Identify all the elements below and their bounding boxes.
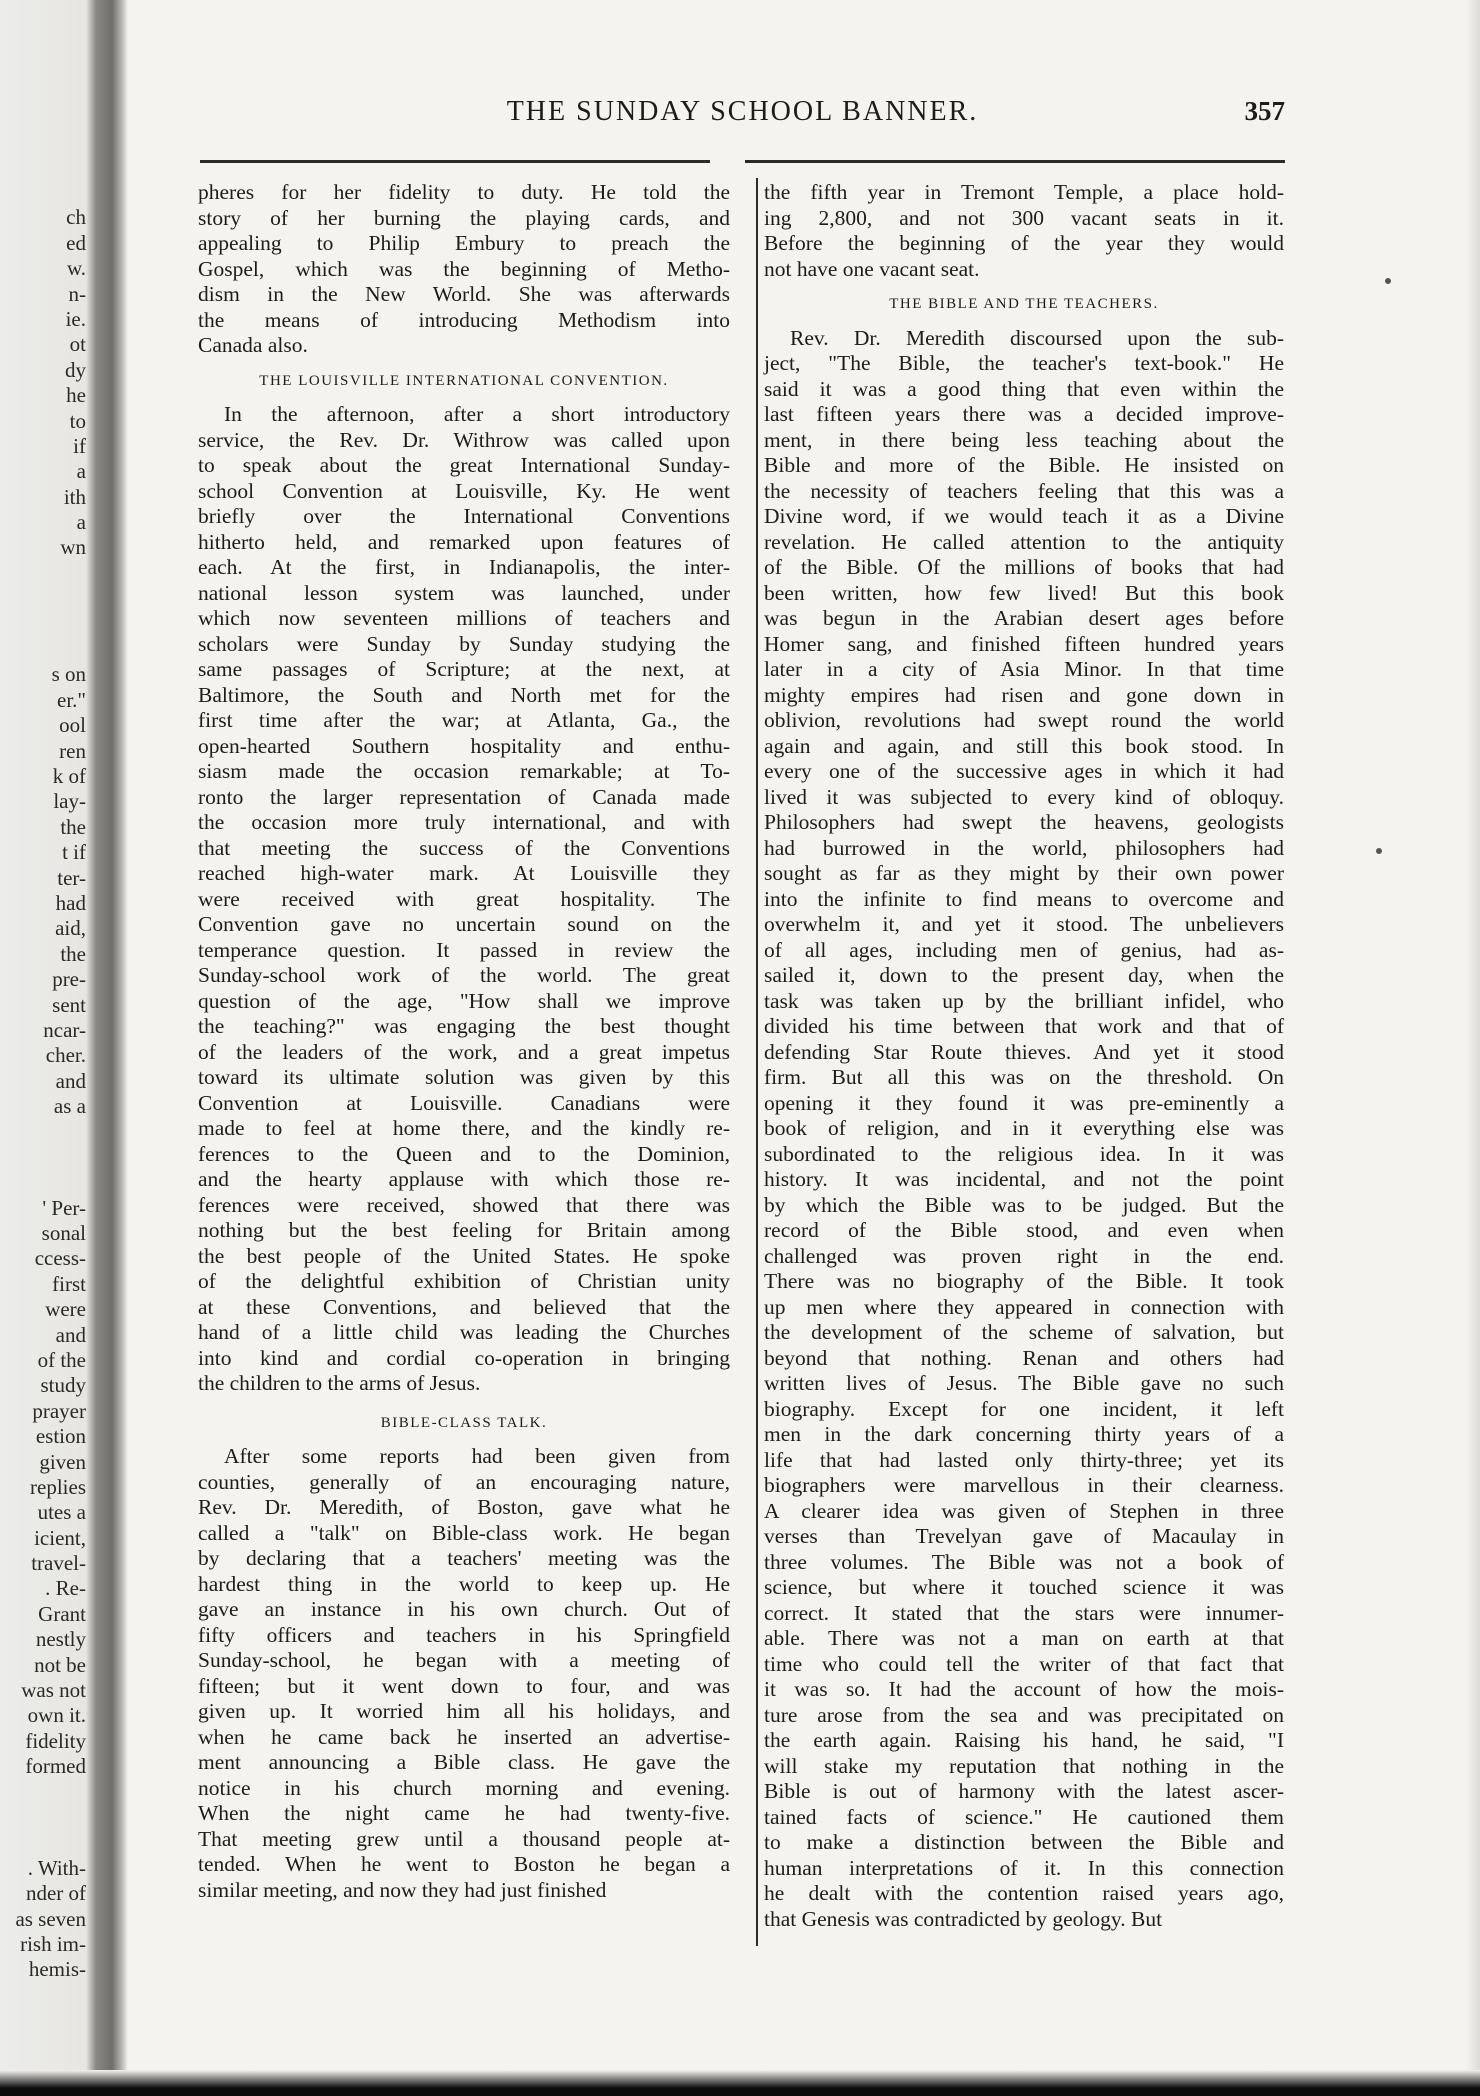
text-line: he dealt with the contention raised years ago, <box>764 1881 1284 1905</box>
text-line: tained facts of science." He cautioned them <box>764 1804 1284 1829</box>
text-line: the fifth year in Tremont Temple, a place hold- <box>764 180 1284 204</box>
text-line: similar meeting, and now they had just finished <box>198 1877 607 1902</box>
adjacent-page-line: . With- <box>27 1855 86 1880</box>
text-line: called a "talk" on Bible-class work. He began <box>198 1520 730 1545</box>
adjacent-page-line: lay- <box>53 789 86 814</box>
adjacent-page-line: own it. <box>27 1703 86 1728</box>
adjacent-page-line: nder of <box>25 1881 86 1906</box>
text-line: each. At the first, in Indianapolis, the inter- <box>198 555 730 579</box>
adjacent-page-line: k of <box>52 763 86 788</box>
adjacent-page-line: prayer <box>32 1398 86 1423</box>
text-line: the teaching?" was engaging the best thought <box>198 1014 730 1038</box>
adjacent-page-line: ' Per- <box>42 1195 86 1220</box>
adjacent-page-line: of the <box>37 1347 86 1372</box>
page-edge-bottom <box>0 2070 1480 2096</box>
adjacent-page-line <box>0 1145 86 1170</box>
adjacent-page-line <box>0 561 86 586</box>
text-line: counties, generally of an encouraging nature, <box>198 1469 730 1494</box>
text-line: history. It was incidental, and not the point <box>764 1167 1284 1191</box>
adjacent-page-line: he <box>66 383 86 408</box>
text-line: defending Star Route thieves. And yet it stood <box>764 1039 1284 1064</box>
text-line: written lives of Jesus. The Bible gave no such <box>764 1371 1284 1395</box>
adjacent-page-line: travel- <box>31 1551 86 1576</box>
text-line: oblivion, revolutions had swept round the world <box>764 708 1284 732</box>
text-line: hardest thing in the world to keep up. He <box>198 1571 730 1596</box>
text-line: fifty officers and teachers in his Springfield <box>198 1622 730 1647</box>
adjacent-page-line: ot <box>69 332 86 357</box>
text-line: of the delightful exhibition of Christian unity <box>198 1269 730 1293</box>
adjacent-page-line: ncar- <box>43 1017 86 1042</box>
adjacent-page-line: rish im- <box>20 1931 86 1956</box>
text-line: sought as far as they might by their own power <box>764 861 1284 885</box>
adjacent-page-line: a <box>76 510 86 535</box>
text-line: biography. Except for one incident, it left <box>764 1396 1284 1421</box>
text-line: the children to the arms of Jesus. <box>198 1371 481 1395</box>
adjacent-page-line: and <box>55 1322 86 1347</box>
text-line: men in the dark concerning thirty years of a <box>764 1422 1284 1446</box>
adjacent-page-line: Grant <box>38 1601 86 1626</box>
text-line: again and again, and still this book stood. In <box>764 733 1284 758</box>
text-line: science, but where it touched science it was <box>764 1575 1284 1599</box>
text-line: school Convention at Louisville, Ky. He went <box>198 478 730 503</box>
adjacent-page-line: wn <box>60 535 86 560</box>
text-line: up men where they appeared in connection with <box>764 1294 1284 1319</box>
text-line: ture arose from the sea and was precipitated on <box>764 1702 1284 1727</box>
text-line: subordinated to the religious idea. In it was <box>764 1141 1284 1166</box>
text-line: to make a distinction between the Bible and <box>764 1830 1284 1854</box>
text-line: same passages of Scripture; at the next, at <box>198 657 730 681</box>
adjacent-page-line: utes a <box>37 1500 86 1525</box>
text-line: human interpretations of it. In this connection <box>764 1855 1284 1880</box>
text-line: Convention at Louisville. Canadians were <box>198 1090 730 1115</box>
text-line: record of the Bible stood, and even when <box>764 1218 1284 1242</box>
speck-mark <box>1385 278 1391 284</box>
text-line: That meeting grew until a thousand people at- <box>198 1826 730 1851</box>
text-line: was begun in the Arabian desert ages before <box>764 606 1284 630</box>
text-line: sailed it, down to the present day, when the <box>764 963 1284 987</box>
adjacent-page-line: as a <box>53 1094 86 1119</box>
text-line: the best people of the United States. He spoke <box>198 1243 730 1268</box>
adjacent-page-line <box>0 1805 86 1830</box>
text-line: divided his time between that work and that of <box>764 1014 1284 1038</box>
text-line: Canada also. <box>198 333 308 357</box>
header-rule-left <box>200 160 710 163</box>
text-line: into the infinite to find means to overcome and <box>764 886 1284 911</box>
text-line: by which the Bible was to be judged. But the <box>764 1192 1284 1217</box>
text-line: opening it they found it was pre-eminently a <box>764 1090 1284 1115</box>
text-line: the necessity of teachers feeling that this was a <box>764 478 1284 503</box>
adjacent-page-line: fidelity <box>25 1728 86 1753</box>
adjacent-page-line: ed <box>66 230 86 255</box>
text-line: appealing to Philip Embury to preach the <box>198 231 730 255</box>
right-column <box>764 180 1284 1932</box>
adjacent-page-line <box>0 180 86 205</box>
adjacent-page-text <box>0 180 86 1983</box>
text-line: When the night came he had twenty-five. <box>198 1801 730 1825</box>
adjacent-page-line: first <box>52 1271 86 1296</box>
text-line: A clearer idea was given of Stephen in three <box>764 1498 1284 1523</box>
text-line: siasm made the occasion remarkable; at To- <box>198 759 730 783</box>
adjacent-page-line: aid, <box>55 916 86 941</box>
text-line: gave an instance in his own church. Out of <box>198 1597 730 1621</box>
text-line: toward its ultimate solution was given by this <box>198 1065 730 1089</box>
text-line: After some reports had been given from <box>224 1444 730 1468</box>
adjacent-page-line <box>0 1170 86 1195</box>
text-line: fifteen; but it went down to four, and was <box>198 1673 730 1698</box>
text-line: correct. It stated that the stars were innumer- <box>764 1600 1284 1625</box>
text-line: given up. It worried him all his holidays, and <box>198 1699 730 1723</box>
text-line: Divine word, if we would teach it as a Divine <box>764 504 1284 528</box>
adjacent-page-line: t if <box>62 840 86 865</box>
adjacent-page-line: to <box>69 408 86 433</box>
text-line: first time after the war; at Atlanta, Ga., the <box>198 708 730 732</box>
text-line: not have one vacant seat. <box>764 256 980 281</box>
text-line: ferences to the Queen and to the Dominion, <box>198 1141 730 1166</box>
text-line: of all ages, including men of genius, had as- <box>764 937 1284 962</box>
adjacent-page-line: er." <box>57 687 86 712</box>
text-line: reached high-water mark. At Louisville they <box>198 861 730 885</box>
speck-mark <box>1376 848 1382 854</box>
adjacent-page-line: the <box>60 814 86 839</box>
text-line: it was so. It had the account of how the mois- <box>764 1677 1284 1701</box>
adjacent-page-line <box>0 612 86 637</box>
text-line: Bible and more of the Bible. He insisted on <box>764 453 1284 477</box>
heading-bible-and-teachers: THE BIBLE AND THE TEACHERS. <box>889 296 1159 312</box>
adjacent-page-line: s on <box>51 662 86 687</box>
adjacent-page-line: formed <box>25 1754 86 1779</box>
text-line: ject, "The Bible, the teacher's text-book." He <box>764 351 1284 375</box>
adjacent-page-line <box>0 1780 86 1805</box>
text-line: Homer sang, and finished fifteen hundred years <box>764 631 1284 656</box>
adjacent-page-line: replies <box>30 1474 86 1499</box>
adjacent-page-line: ren <box>59 738 86 763</box>
text-line: when he came back he inserted an advertise- <box>198 1724 730 1749</box>
text-line: open-hearted Southern hospitality and enthu- <box>198 733 730 758</box>
adjacent-page-line: n- <box>68 281 86 306</box>
adjacent-page-line: icient, <box>34 1525 86 1550</box>
text-line: Rev. Dr. Meredith discoursed upon the sub- <box>790 325 1284 350</box>
adjacent-page-line: ch <box>66 205 86 230</box>
paragraph-bible-and-teachers <box>764 326 1284 1933</box>
text-line: were received with great hospitality. The <box>198 886 730 911</box>
adjacent-page-line: was not <box>21 1678 86 1703</box>
text-line: at these Conventions, and believed that the <box>198 1294 730 1319</box>
text-line: beyond that nothing. Renan and others had <box>764 1345 1284 1370</box>
adjacent-page-line: ith <box>63 484 86 509</box>
adjacent-page-line: dy <box>65 357 86 382</box>
text-line: hitherto held, and remarked upon features of <box>198 529 730 554</box>
text-line: had burrowed in the world, philosophers had <box>764 835 1284 860</box>
text-line: will stake my reputation that nothing in the <box>764 1753 1284 1778</box>
text-line: of the Bible. Of the millions of books that had <box>764 555 1284 579</box>
adjacent-page-line: were <box>45 1297 86 1322</box>
paragraph-intro <box>198 180 730 359</box>
text-line: briefly over the International Conventions <box>198 504 730 528</box>
header-rule-right <box>745 160 1285 163</box>
text-line: Convention gave no uncertain sound on the <box>198 912 730 936</box>
adjacent-page-line: and <box>55 1068 86 1093</box>
heading-bible-class-talk: BIBLE-CLASS TALK. <box>380 1414 548 1431</box>
text-line: life that had lasted only thirty-three; yet its <box>764 1447 1284 1472</box>
paragraph-bible-class-talk <box>198 1444 730 1903</box>
text-line: book of religion, and in it everything else was <box>764 1116 1284 1140</box>
text-line: Sunday-school work of the world. The great <box>198 963 730 987</box>
adjacent-page-line: given <box>39 1449 86 1474</box>
text-line: that Genesis was contradicted by geology. But <box>764 1906 1163 1931</box>
text-line: mighty empires had risen and gone down in <box>764 682 1284 707</box>
adjacent-page-line: pre- <box>52 967 86 992</box>
text-line: dism in the New World. She was afterwards <box>198 282 730 306</box>
text-line: ment announcing a Bible class. He gave the <box>198 1750 730 1774</box>
text-line: In the afternoon, after a short introductory <box>224 402 730 426</box>
text-line: ronto the larger representation of Canada made <box>198 784 730 809</box>
adjacent-page-line <box>0 1119 86 1144</box>
text-line: lived it was subjected to every kind of obloquy. <box>764 784 1284 809</box>
adjacent-page-line: hemis- <box>28 1957 86 1982</box>
text-line: temperance question. It passed in review the <box>198 937 730 962</box>
text-line: the development of the scheme of salvation, but <box>764 1320 1284 1344</box>
adjacent-page-line: cher. <box>45 1043 86 1068</box>
text-line: verses than Trevelyan gave of Macaulay in <box>764 1524 1284 1548</box>
paragraph-louisville-convention <box>198 402 730 1397</box>
adjacent-page-line: had <box>55 890 86 915</box>
text-line: Sunday-school, he began with a meeting of <box>198 1648 730 1672</box>
text-line: to speak about the great International Sunday- <box>198 453 730 477</box>
text-line: notice in his church morning and evening. <box>198 1775 730 1800</box>
adjacent-page-line <box>0 1830 86 1855</box>
text-line: made to feel at home there, and the kindly re- <box>198 1116 730 1140</box>
paragraph-tremont-temple <box>764 180 1284 282</box>
adjacent-page-line: study <box>40 1373 86 1398</box>
adjacent-page-line: estion <box>35 1424 86 1449</box>
text-line: revelation. He called attention to the antiquity <box>764 529 1284 554</box>
adjacent-page-line <box>0 637 86 662</box>
adjacent-page-line: a <box>76 459 86 484</box>
heading-louisville-convention: THE LOUISVILLE INTERNATIONAL CONVENTION. <box>259 372 669 389</box>
adjacent-page-line: ool <box>59 713 86 738</box>
text-line: later in a city of Asia Minor. In that time <box>764 657 1284 681</box>
text-line: service, the Rev. Dr. Withrow was called upon <box>198 427 730 452</box>
column-divider <box>756 178 758 1946</box>
adjacent-page-line: if <box>73 433 86 458</box>
text-line: able. There was not a man on earth at that <box>764 1626 1284 1650</box>
text-line: Before the beginning of the year they would <box>764 231 1284 255</box>
text-line: which now seventeen millions of teachers and <box>198 606 730 630</box>
text-line: nothing but the best feeling for Britain among <box>198 1218 730 1242</box>
adjacent-page-line: not be <box>34 1652 86 1677</box>
text-line: the earth again. Raising his hand, he said, "I <box>764 1728 1284 1752</box>
text-line: that meeting the success of the Conventions <box>198 835 730 860</box>
adjacent-page-line: . Re- <box>45 1576 86 1601</box>
text-line: three volumes. The Bible was not a book of <box>764 1549 1284 1574</box>
page-number: 357 <box>1244 96 1285 126</box>
text-line: by declaring that a teachers' meeting was the <box>198 1546 730 1570</box>
adjacent-page-line: w. <box>66 256 86 281</box>
text-line: national lesson system was launched, under <box>198 580 730 605</box>
text-line: pheres for her fidelity to duty. He told the <box>198 180 730 204</box>
adjacent-page-line: ie. <box>65 306 86 331</box>
page-header <box>200 96 1285 136</box>
text-line: biographers were marvellous in their clearness. <box>764 1473 1284 1497</box>
running-title: THE SUNDAY SCHOOL BANNER. <box>506 96 979 127</box>
adjacent-page-line: ccess- <box>34 1246 86 1271</box>
text-line: ing 2,800, and not 300 vacant seats in it. <box>764 205 1284 230</box>
text-line: Baltimore, the South and North met for the <box>198 682 730 707</box>
text-line: Gospel, which was the beginning of Metho- <box>198 256 730 281</box>
text-line: ment, in there being less teaching about the <box>764 427 1284 452</box>
text-line: ferences were received, showed that there was <box>198 1192 730 1217</box>
adjacent-page-line: sent <box>52 992 86 1017</box>
text-line: tended. When he went to Boston he began a <box>198 1852 730 1876</box>
left-column <box>198 180 730 1903</box>
text-line: Rev. Dr. Meredith, of Boston, gave what he <box>198 1495 730 1519</box>
adjacent-page-line: as seven <box>15 1906 86 1931</box>
text-line: been written, how few lived! But this book <box>764 580 1284 605</box>
text-line: story of her burning the playing cards, and <box>198 205 730 230</box>
text-line: hand of a little child was leading the Churches <box>198 1320 730 1344</box>
text-line: task was taken up by the brilliant infidel, who <box>764 988 1284 1013</box>
adjacent-page-line: sonal <box>41 1221 86 1246</box>
text-line: last fifteen years there was a decided improve- <box>764 402 1284 426</box>
text-line: question of the age, "How shall we improve <box>198 988 730 1013</box>
text-line: overwhelm it, and yet it stood. The unbelievers <box>764 912 1284 936</box>
text-line: firm. But all this was on the threshold. On <box>764 1065 1284 1089</box>
adjacent-page-line <box>0 586 86 611</box>
text-line: Bible is out of harmony with the latest ascer- <box>764 1779 1284 1803</box>
text-line: the occasion more truly international, and with <box>198 810 730 834</box>
text-line: scholars were Sunday by Sunday studying the <box>198 631 730 656</box>
adjacent-page-line: nestly <box>35 1627 86 1652</box>
text-line: of the leaders of the work, and a great impetus <box>198 1039 730 1064</box>
adjacent-page-line: ter- <box>57 865 86 890</box>
text-line: every one of the successive ages in which it had <box>764 759 1284 783</box>
text-line: and the hearty applause with which those re- <box>198 1167 730 1191</box>
text-line: into kind and cordial co-operation in bringing <box>198 1345 730 1370</box>
text-line: said it was a good thing that even within the <box>764 376 1284 401</box>
text-line: the means of introducing Methodism into <box>198 307 730 332</box>
page-edge-right <box>1466 0 1480 2096</box>
adjacent-page-line: the <box>60 941 86 966</box>
text-line: challenged was proven right in the end. <box>764 1243 1284 1268</box>
text-line: time who could tell the writer of that fact that <box>764 1651 1284 1676</box>
text-line: There was no biography of the Bible. It took <box>764 1269 1284 1293</box>
text-line: Philosophers had swept the heavens, geologists <box>764 810 1284 834</box>
